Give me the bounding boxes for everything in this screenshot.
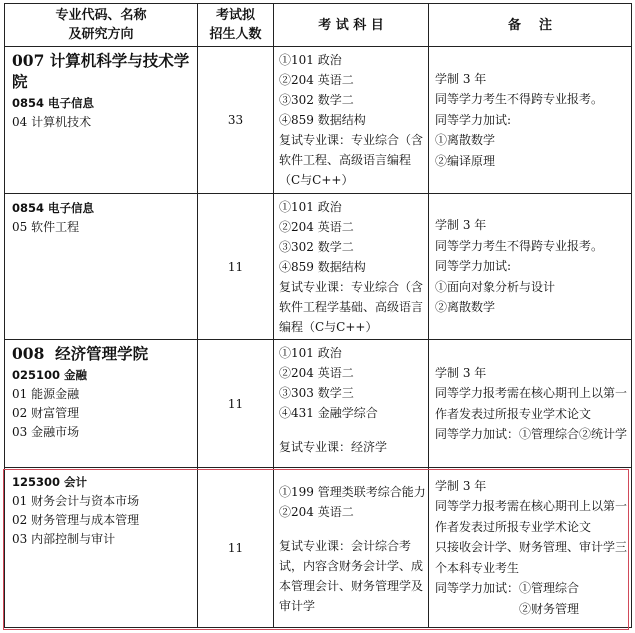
major-cell: [5, 468, 198, 628]
major-name: 025100 金融: [12, 368, 88, 382]
count-cell: 11: [198, 194, 274, 340]
note: ②编译原理: [435, 153, 496, 168]
note: 学制 3 年: [435, 365, 487, 380]
college-name: 007 计算机科学与技术学院: [12, 51, 190, 91]
admissions-table: [4, 3, 632, 628]
note: 同等学力报考需在核心期刊上以第一作者发表过所报专业学术论文: [435, 386, 628, 421]
direction: 04 计算机技术: [12, 115, 92, 129]
notes-cell: [429, 340, 632, 468]
subjects-cell: [274, 468, 429, 628]
subject: ②204 英语二: [279, 220, 354, 234]
note: 同等学力加试:: [435, 259, 512, 274]
notes-cell: [429, 194, 632, 340]
subject: ②204 英语二: [279, 73, 354, 87]
subject: ③302 数学二: [279, 240, 354, 254]
subject: ③302 数学二: [279, 93, 354, 107]
notes-cell: [429, 468, 632, 628]
table-row: [5, 47, 632, 194]
header-count-line1: 考试拟: [215, 8, 255, 23]
note: 同等学力考生不得跨专业报考。: [435, 92, 604, 107]
note: 学制 3 年: [435, 218, 487, 233]
notes-cell: [429, 47, 632, 194]
direction: 03 内部控制与审计: [12, 532, 116, 546]
header-count-line2: 招生人数: [209, 27, 262, 42]
note: 学制 3 年: [435, 478, 487, 493]
subject: ①101 政治: [279, 53, 342, 67]
subject: ②204 英语二: [279, 505, 354, 519]
subject: ①101 政治: [279, 200, 342, 214]
header-major-line2: 及研究方向: [68, 27, 134, 42]
direction: 02 财富管理: [12, 406, 80, 420]
header-major-line1: 专业代码、名称: [55, 8, 147, 23]
subject: ④859 数据结构: [279, 260, 366, 274]
direction: 01 财务会计与资本市场: [12, 494, 140, 508]
note: 同等学力加试:: [435, 112, 512, 127]
count-cell: 33: [198, 47, 274, 194]
major-name: 0854 电子信息: [12, 96, 95, 110]
table-row: [5, 468, 632, 628]
subject: ③303 数学三: [279, 386, 354, 400]
retest-subject: 复试专业课：专业综合（含软件工程、高级语言编程（C与C++）: [279, 133, 424, 187]
subjects-cell: [274, 47, 429, 194]
retest-subject: 复试专业课：会计综合考试，内容含财务会计学、成本管理会计、财务管理学及审计学: [279, 539, 424, 613]
note: ②离散数学: [435, 300, 496, 315]
note: 同等学力加试：①管理综合②统计学: [435, 427, 628, 441]
retest-subject: 复试专业课：专业综合（含软件工程学基础、高级语言编程（C与C++）: [279, 280, 424, 334]
major-cell: [5, 47, 198, 194]
subject: ②204 英语二: [279, 366, 354, 380]
header-subjects: 考 试 科 目: [274, 4, 429, 47]
direction: 03 金融市场: [12, 425, 80, 439]
note: 同等学力报考需在核心期刊上以第一作者发表过所报专业学术论文: [435, 499, 628, 534]
subject: ④859 数据结构: [279, 113, 366, 127]
note: 学制 3 年: [435, 71, 487, 86]
retest-subject: 复试专业课：经济学: [279, 440, 388, 454]
count-cell: 11: [198, 468, 274, 628]
college-name: 008 经济管理学院: [12, 344, 149, 363]
table-row: [5, 194, 632, 340]
subject: ④431 金融学综合: [279, 406, 378, 420]
subjects-cell: [274, 340, 429, 468]
note: 只接收会计学、财务管理、审计学三个本科专业考生: [435, 540, 628, 575]
header-notes: 备 注: [429, 4, 632, 47]
table-row: [5, 340, 632, 468]
direction: 01 能源金融: [12, 387, 80, 401]
note: 同等学力加试：①管理综合: [435, 581, 580, 596]
count-cell: 11: [198, 340, 274, 468]
major-cell: [5, 194, 198, 340]
table-header: [5, 4, 632, 47]
direction: 02 财务管理与成本管理: [12, 513, 140, 527]
header-major: [5, 4, 198, 47]
direction: 05 软件工程: [12, 220, 80, 234]
major-cell: [5, 340, 198, 468]
subject: ①199 管理类联考综合能力: [279, 485, 426, 499]
header-count: [198, 4, 274, 47]
note: ①面向对象分析与设计: [435, 279, 556, 294]
subject: ①101 政治: [279, 346, 342, 360]
note: ②财务管理: [519, 601, 580, 616]
note: 同等学力考生不得跨专业报考。: [435, 238, 604, 253]
note: ①离散数学: [435, 133, 496, 148]
major-name: 125300 会计: [12, 475, 88, 489]
major-name: 0854 电子信息: [12, 201, 95, 215]
subjects-cell: [274, 194, 429, 340]
